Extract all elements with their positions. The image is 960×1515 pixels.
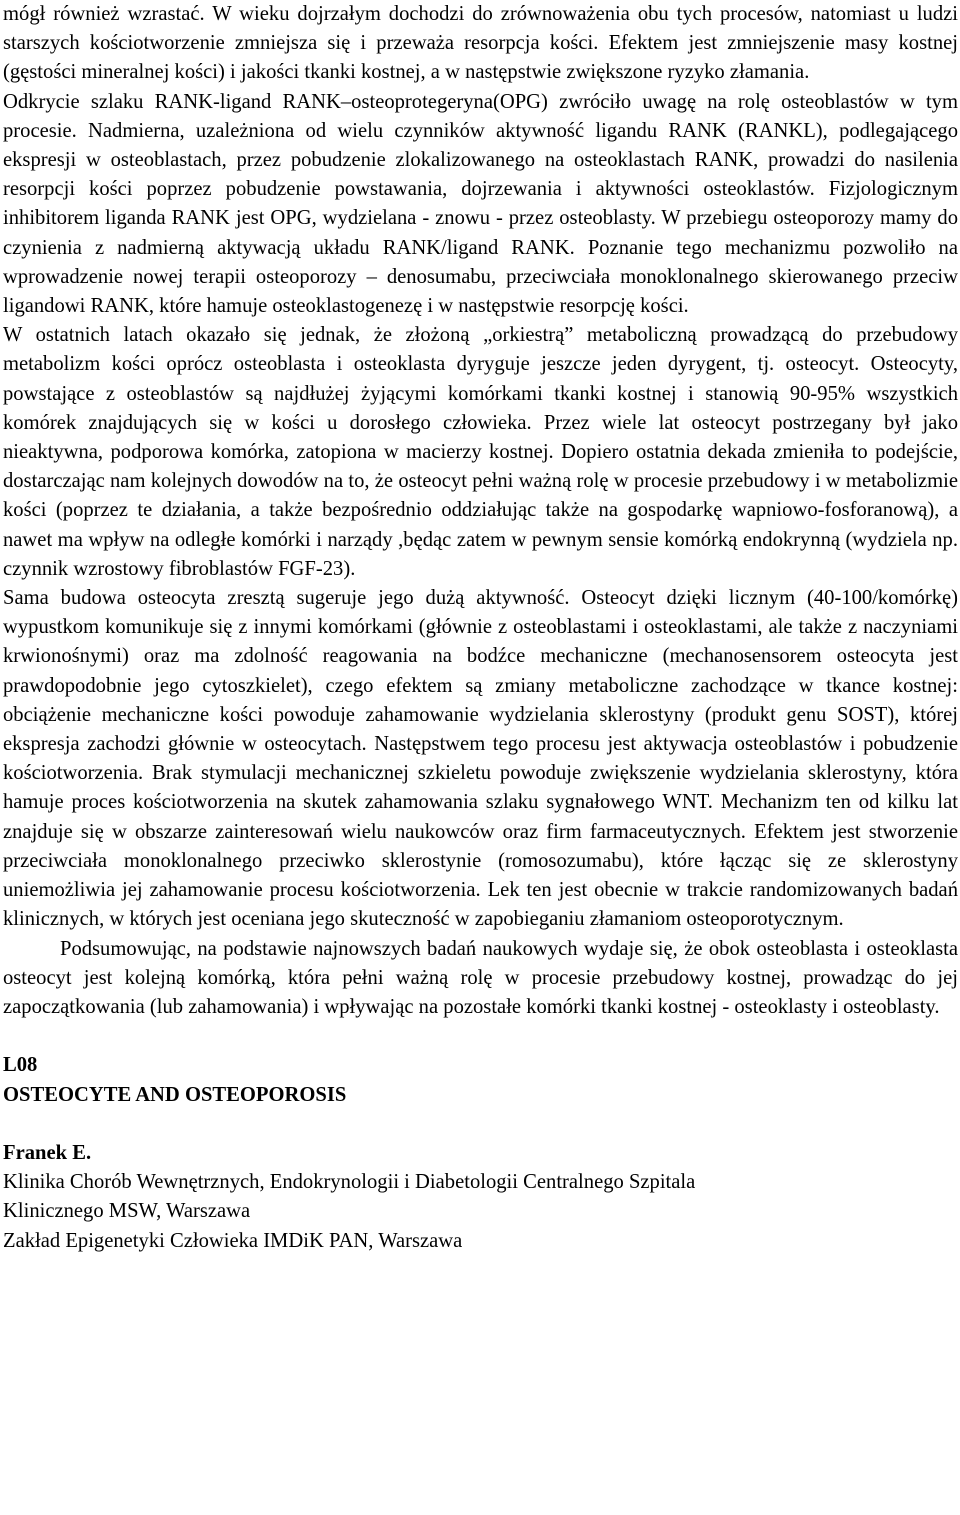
paragraph-summary: Podsumowując, na podstawie najnowszych badań naukowych wydaje się, że obok osteoblasta i osteoklasta osteocyt jest kolejną komórką, która pełni ważną rolę w procesie przebudowy kostnej, prowadząc do jej zapoczątkowania (lub zahamowania) i wpływając na pozostałe komórki tkanki kostnej - osteoklasty i osteoblasty. bbox=[3, 937, 958, 1018]
author-name: Franek E. bbox=[3, 1141, 92, 1164]
document-page bbox=[3, 0, 958, 1256]
spacer bbox=[3, 1110, 958, 1139]
section-title: OSTEOCYTE AND OSTEOPOROSIS bbox=[3, 1083, 347, 1106]
paragraph-osteocyte-role: W ostatnich latach okazało się jednak, że złożoną „orkiestrą” metaboliczną prowadzącą do przebudowy metabolizm kości oprócz osteoblasta i osteoklasta dyryguje jeszcze jeden dyrygent, tj. osteocyt. Osteocyty, powstające z osteoblastów są najdłużej żyjącymi komórkami tkanki kostnej i stanowią 90-95% wszystkich komórek znajdujących się w kości u dorosłego człowieka. Przez wiele lat osteocyt postrzegany był jako nieaktywna, podporowa komórka, zatopiona w macierzy kostnej. Dopiero ostatnia dekada zmieniła to podejście, dostarczając nam kolejnych dowodów na to, że osteocyt pełni ważną rolę w procesie przebudowy i w metabolizmie kości (poprzez te działania, a także bezpośrednio oddziałując także na gospodarkę wapniowo-fosforanową), a nawet ma wpływ na odległe komórki i narządy ,będąc zatem w pewnym sensie komórką endokrynną (wydziela np. czynnik wzrostowy fibroblastów FGF-23). bbox=[3, 324, 958, 580]
section-code: L08 bbox=[3, 1054, 38, 1077]
spacer bbox=[3, 1022, 958, 1051]
affiliation-line: Zakład Epigenetyki Człowieka IMDiK PAN, Warszawa bbox=[3, 1229, 463, 1252]
affiliation-line: Klinicznego MSW, Warszawa bbox=[3, 1200, 251, 1223]
paragraph-bone-remodeling: mógł również wzrastać. W wieku dojrzałym dochodzi do zrównoważenia obu tych procesów, natomiast u ludzi starszych kościotworzenie zmniejsza się i przeważa resorpcja kości. Efektem jest zmniejszenie masy kostnej (gęstości mineralnej kości) i jakości tkanki kostnej, a w następstwie zwiększone ryzyko złamania. bbox=[3, 3, 958, 84]
affiliation-line: Klinika Chorób Wewnętrznych, Endokrynologii i Diabetologii Centralnego Szpitala bbox=[3, 1171, 696, 1194]
paragraph-osteocyte-structure: Sama budowa osteocyta zresztą sugeruje jego dużą aktywność. Osteocyt dzięki licznym (40-100/komórkę) wypustkom komunikuje się z innymi komórkami (głównie z osteoblastami i osteoklastami, ale także z naczyniami krwionośnymi) oraz ma zdolność reagowania na bodźce mechaniczne (mechanosensorem osteocyta jest prawdopodobnie jego cytoszkielet), czego efektem są zmiany metaboliczne zachodzące w tkance kostnej: obciążenie mechaniczne kości powoduje zahamowanie wydzielania sklerostyny (produkt genu SOST), której ekspresja zachodzi głównie w osteocytach. Następstwem tego procesu jest aktywacja osteoblastów i pobudzenie kościotworzenia. Brak stymulacji mechanicznej szkieletu powoduje zwiększenie wydzielania sklerostyny, która hamuje proces kościotworzenia na skutek zahamowania szlaku sygnałowego WNT. Mechanizm ten od kilku lat znajduje się w obszarze zainteresowań wielu naukowców oraz firm farmaceutycznych. Efektem jest stworzenie przeciwciała monoklonalnego przeciwko sklerostynie (romosozumabu), które łącząc się ze sklerostyny uniemożliwia jej zahamowanie procesu kościotworzenia. Lek ten jest obecnie w trakcie randomizowanych badań klinicznych, w których jest oceniana jego skuteczność w zapobieganiu złamaniom osteoporotycznym. bbox=[3, 587, 958, 931]
paragraph-rank-ligand: Odkrycie szlaku RANK-ligand RANK–osteoprotegeryna(OPG) zwróciło uwagę na rolę osteoblastów w tym procesie. Nadmierna, uzależniona od wielu czynników aktywność ligandu RANK (RANKL), podlegającego ekspresji w osteoblastach, przez pobudzenie zlokalizowanego na osteoklastach RANK, prowadzi do nasilenia resorpcji kości poprzez pobudzenie powstawania, dojrzewania i aktywności osteoklastów. Fizjologicznym inhibitorem liganda RANK jest OPG, wydzielana - znowu - przez osteoblasty. W przebiegu osteoporozy mamy do czynienia z nadmierną aktywacją układu RANK/ligand RANK. Poznanie tego mechanizmu pozwoliło na wprowadzenie nowej terapii osteoporozy – denosumabu, przeciwciała monoklonalnego skierowanego przeciw ligandowi RANK, które hamuje osteoklastogenezę i w następstwie resorpcję kości. bbox=[3, 90, 958, 318]
article-body bbox=[3, 0, 958, 1022]
